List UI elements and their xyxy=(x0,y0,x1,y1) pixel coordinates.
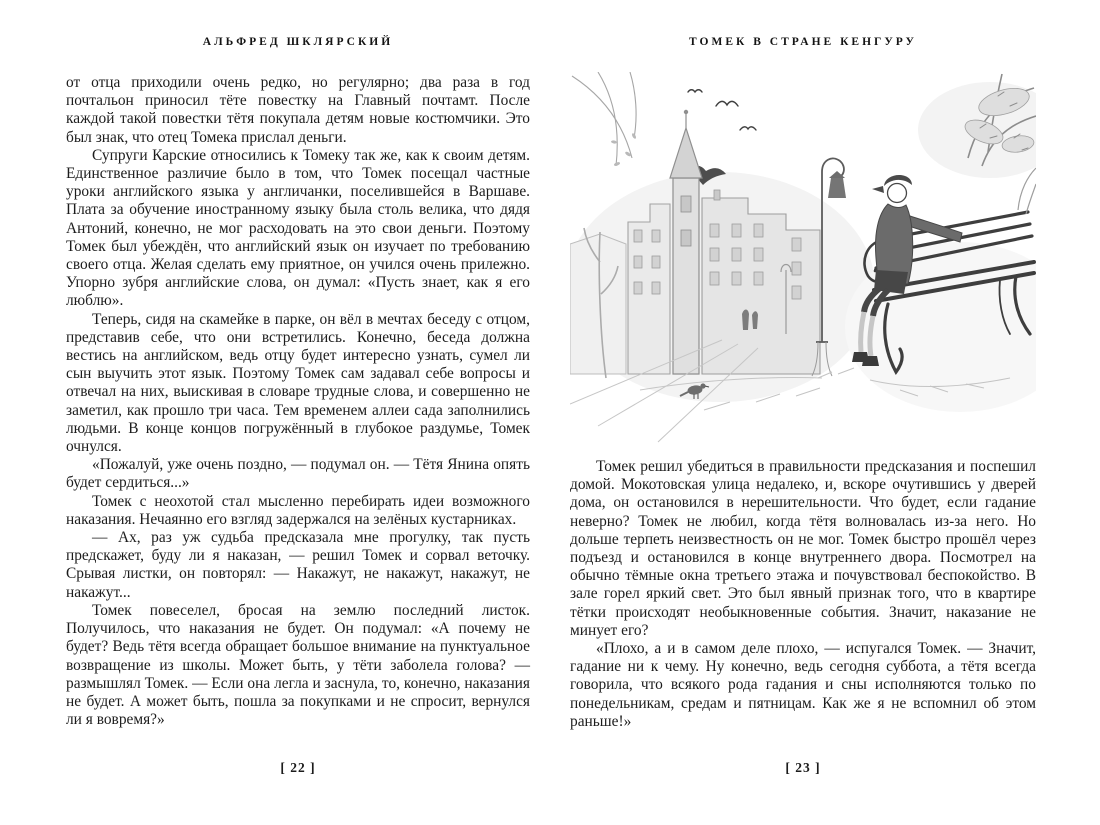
paragraph: «Пожалуй, уже очень поздно, — подумал он. — Тётя Янина опять будет сердиться...» xyxy=(66,456,530,492)
paragraph: Томек с неохотой стал мысленно перебирать идеи возможного наказания. Нечаянно его взгляд задержался на зелёных кустарниках. xyxy=(66,492,530,528)
right-text-block xyxy=(570,458,1036,731)
running-head-title: ТОМЕК В СТРАНЕ КЕНГУРУ xyxy=(689,36,917,48)
paragraph: «Плохо, а и в самом деле плохо, — испугался Томек. — Значит, гадание ни к чему. Ну конечно, ведь сегодня суббота, а тётя всегда говорила, что всякого рода гадания и сны исполняются только по понедельникам, средам и пятницам. Как же я не вспомнил об этом раньше!» xyxy=(570,640,1036,730)
tower-spire xyxy=(670,110,702,374)
left-text-block xyxy=(66,74,530,729)
park-scene-illustration xyxy=(570,72,1036,446)
bush-behind-bench xyxy=(1018,168,1036,214)
page-number-right: [ 23 ] xyxy=(785,760,821,775)
flying-birds-icon xyxy=(688,90,756,130)
page-right xyxy=(570,0,1036,825)
leaves-top-left xyxy=(611,133,637,167)
paragraph: Теперь, сидя на скамейке в парке, он вёл в мечтах беседу с отцом, представив себе, что они встретились. Конечно, беседа должна вестись на английском, ведь отцу будет интересно узнать, сумел ли сын выучить этот язык. Поэтому Томек сам задавал себе вопросы и отвечал на них, выискивая в словаре трудные слова, и совершенно не заметил, как прошло три часа. Тем временем аллеи сада заполнились людьми. В конце концов погружённый в глубокое раздумье, Томек очнулся. xyxy=(66,310,530,456)
running-head-author: АЛЬФРЕД ШКЛЯРСКИЙ xyxy=(202,36,394,48)
paragraph: Томек решил убедиться в правильности предсказания и поспешил домой. Мокотовская улица недалеко, и, вскоре очутившись у дверей дома, он остановился в нерешительности. Что будет, если гадание неверно? Томек не любил, когда тётя волновалась из-за него. Но дольше терпеть неизвестность он не мог. Томек быстро прошёл через подъезд и остановился в конце внутреннего двора. Посмотрел на обычно тёмные окна третьего этажа и почувствовал беспокойство. В зале горел яркий свет. Это был явный признак того, что в квартире тётки происходят необыкновенные события. Значит, наказание не минует его? xyxy=(570,458,1036,639)
page-left xyxy=(66,0,530,825)
paragraph: Супруги Карские относились к Томеку так же, как к своим детям. Единственное различие было в том, что Томек посещал частные уроки английского языка у англичанки, поселившейся в Варшаве. Плата за обучение иностранному языку была столь велика, что дядя Антоний, конечно, не мог расходовать на это свои деньги. Поэтому Томек был убеждён, что английский язык он изучает по требованию своего отца. Желая сделать ему приятное, он учился очень прилежно. Упорно зубря английские слова, он думал: «Пусть знает, как я его люблю». xyxy=(66,146,530,310)
paragraph: от отца приходили очень редко, но регулярно; два раза в год почтальон приносил тёте повестку на Главный почтамт. После каждой такой повестки тётя покупала детям новые костюмчики. Это был знак, что отец Томека прислал деньги. xyxy=(66,74,530,146)
paragraph: Томек повеселел, бросая на землю последний листок. Получилось, что наказания не будет. Он подумал: «А почему не будет? Ведь тётя всегда обращает большое внимание на пунктуальное возвращение из школы. Может быть, у тёти заболела голова? — размышлял Томек. — Если она легла и заснула, то, конечно, наказания не будет. А может быть, пошла за покупками и не спросит, вернулся ли я вовремя?» xyxy=(66,601,530,729)
page-number-left: [ 22 ] xyxy=(280,760,316,775)
paragraph: — Ах, раз уж судьба предсказала мне прогулку, так пусть предскажет, буду ли я наказан, — решил Томек и сорвал веточку. Срывая листки, он повторял: — Накажут, не накажут, накажут, не накажут... xyxy=(66,529,530,601)
